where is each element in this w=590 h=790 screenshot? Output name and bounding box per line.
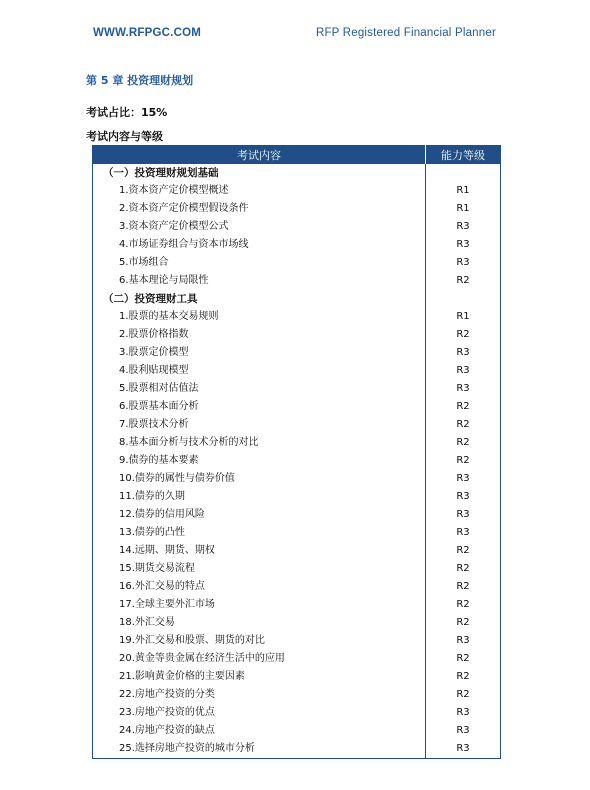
- table-row: [93, 668, 501, 686]
- table-row: [93, 578, 501, 596]
- table-row: [93, 200, 501, 218]
- topic-name: 6.股票基本面分析: [119, 401, 199, 412]
- topic-name: 7.股票技术分析: [119, 419, 189, 430]
- column-header-level: 能力等级: [426, 146, 501, 165]
- ability-level: [426, 164, 501, 182]
- group-title: （二）投资理财工具: [103, 293, 198, 305]
- table-row: [93, 218, 501, 236]
- topic-name: 18.外汇交易: [119, 617, 175, 628]
- ability-level: R3: [426, 524, 501, 542]
- topic-name: 13.债券的凸性: [119, 527, 185, 538]
- section-title: 考试内容与等级: [86, 130, 163, 143]
- column-header-content: 考试内容: [93, 146, 426, 165]
- ability-level: R3: [426, 722, 501, 740]
- group-title: （一）投资理财规划基础: [103, 167, 219, 179]
- topic-name: 17.全球主要外汇市场: [119, 599, 215, 610]
- topic-name: 2.股票价格指数: [119, 329, 189, 340]
- ability-level: R2: [426, 326, 501, 344]
- ability-level: R2: [426, 596, 501, 614]
- exam-ratio: 考试占比：15%: [86, 106, 168, 119]
- topic-name: 4.市场证券组合与资本市场线: [119, 239, 249, 250]
- topic-name: 3.股票定价模型: [119, 347, 189, 358]
- table-row: [93, 452, 501, 470]
- ability-level: R3: [426, 380, 501, 398]
- topic-name: 21.影响黄金价格的主要因素: [119, 671, 245, 682]
- table-row: [93, 614, 501, 632]
- topic-name: 16.外汇交易的特点: [119, 581, 205, 592]
- table-row: [93, 704, 501, 722]
- ability-level: R3: [426, 344, 501, 362]
- table-header-row: [93, 146, 501, 165]
- ability-level: R3: [426, 236, 501, 254]
- topic-name: 4.股利贴现模型: [119, 365, 189, 376]
- ability-level: R1: [426, 308, 501, 326]
- table-row: [93, 326, 501, 344]
- topic-name: 20.黄金等贵金属在经济生活中的应用: [119, 653, 285, 664]
- table-row: [93, 344, 501, 362]
- ability-level: R2: [426, 434, 501, 452]
- topic-name: 3.资本资产定价模型公式: [119, 221, 229, 232]
- table-row: [93, 596, 501, 614]
- ability-level: R2: [426, 686, 501, 704]
- topic-name: 5.股票相对估值法: [119, 383, 199, 394]
- table-row: [93, 272, 501, 290]
- table-row: [93, 560, 501, 578]
- topic-name: 1.股票的基本交易规则: [119, 311, 219, 322]
- table-group-row: [93, 290, 501, 308]
- table-row: [93, 416, 501, 434]
- topic-name: 8.基本面分析与技术分析的对比: [119, 437, 259, 448]
- ability-level: R3: [426, 506, 501, 524]
- table-row: [93, 506, 501, 524]
- table-row: [93, 362, 501, 380]
- topic-name: 1.资本资产定价模型概述: [119, 185, 229, 196]
- ability-level: R3: [426, 740, 501, 759]
- ability-level: R2: [426, 560, 501, 578]
- ability-level: R3: [426, 362, 501, 380]
- topic-name: 12.债券的信用风险: [119, 509, 205, 520]
- topic-name: 24.房地产投资的缺点: [119, 725, 215, 736]
- ability-level: R3: [426, 488, 501, 506]
- topic-name: 10.债券的属性与债券价值: [119, 473, 235, 484]
- ability-level: R2: [426, 614, 501, 632]
- ability-level: R3: [426, 470, 501, 488]
- topic-name: 22.房地产投资的分类: [119, 689, 215, 700]
- table-group-row: [93, 164, 501, 182]
- table-row: [93, 308, 501, 326]
- table-row: [93, 488, 501, 506]
- exam-content-table: [92, 145, 501, 759]
- ability-level: R2: [426, 452, 501, 470]
- ability-level: R1: [426, 182, 501, 200]
- topic-name: 9.债券的基本要素: [119, 455, 199, 466]
- topic-name: 23.房地产投资的优点: [119, 707, 215, 718]
- table-row: [93, 236, 501, 254]
- table-row: [93, 722, 501, 740]
- table-row: [93, 740, 501, 759]
- ability-level: R3: [426, 254, 501, 272]
- topic-name: 2.资本资产定价模型假设条件: [119, 203, 249, 214]
- ability-level: R2: [426, 398, 501, 416]
- ability-level: R2: [426, 650, 501, 668]
- ability-level: R2: [426, 668, 501, 686]
- table-row: [93, 182, 501, 200]
- topic-name: 15.期货交易流程: [119, 563, 195, 574]
- topic-name: 14.远期、期货、期权: [119, 545, 215, 556]
- ability-level: R3: [426, 632, 501, 650]
- ability-level: R2: [426, 272, 501, 290]
- ability-level: [426, 290, 501, 308]
- table-row: [93, 470, 501, 488]
- ability-level: R2: [426, 578, 501, 596]
- table-row: [93, 686, 501, 704]
- table-row: [93, 524, 501, 542]
- topic-name: 11.债券的久期: [119, 491, 185, 502]
- ability-level: R3: [426, 218, 501, 236]
- table-row: [93, 254, 501, 272]
- ability-level: R3: [426, 704, 501, 722]
- ability-level: R2: [426, 542, 501, 560]
- table-row: [93, 398, 501, 416]
- ability-level: R1: [426, 200, 501, 218]
- table-row: [93, 650, 501, 668]
- site-url[interactable]: WWW.RFPGC.COM: [93, 27, 201, 39]
- topic-name: 19.外汇交易和股票、期货的对比: [119, 635, 265, 646]
- table-row: [93, 380, 501, 398]
- table-row: [93, 542, 501, 560]
- ability-level: R2: [426, 416, 501, 434]
- org-name: RFP Registered Financial Planner: [315, 27, 496, 39]
- topic-name: 25.选择房地产投资的城市分析: [119, 743, 255, 754]
- table-body: [93, 164, 501, 759]
- chapter-title: 第 5 章 投资理财规划: [86, 74, 194, 87]
- table-row: [93, 434, 501, 452]
- topic-name: 6.基本理论与局限性: [119, 275, 209, 286]
- table-row: [93, 632, 501, 650]
- topic-name: 5.市场组合: [119, 257, 169, 268]
